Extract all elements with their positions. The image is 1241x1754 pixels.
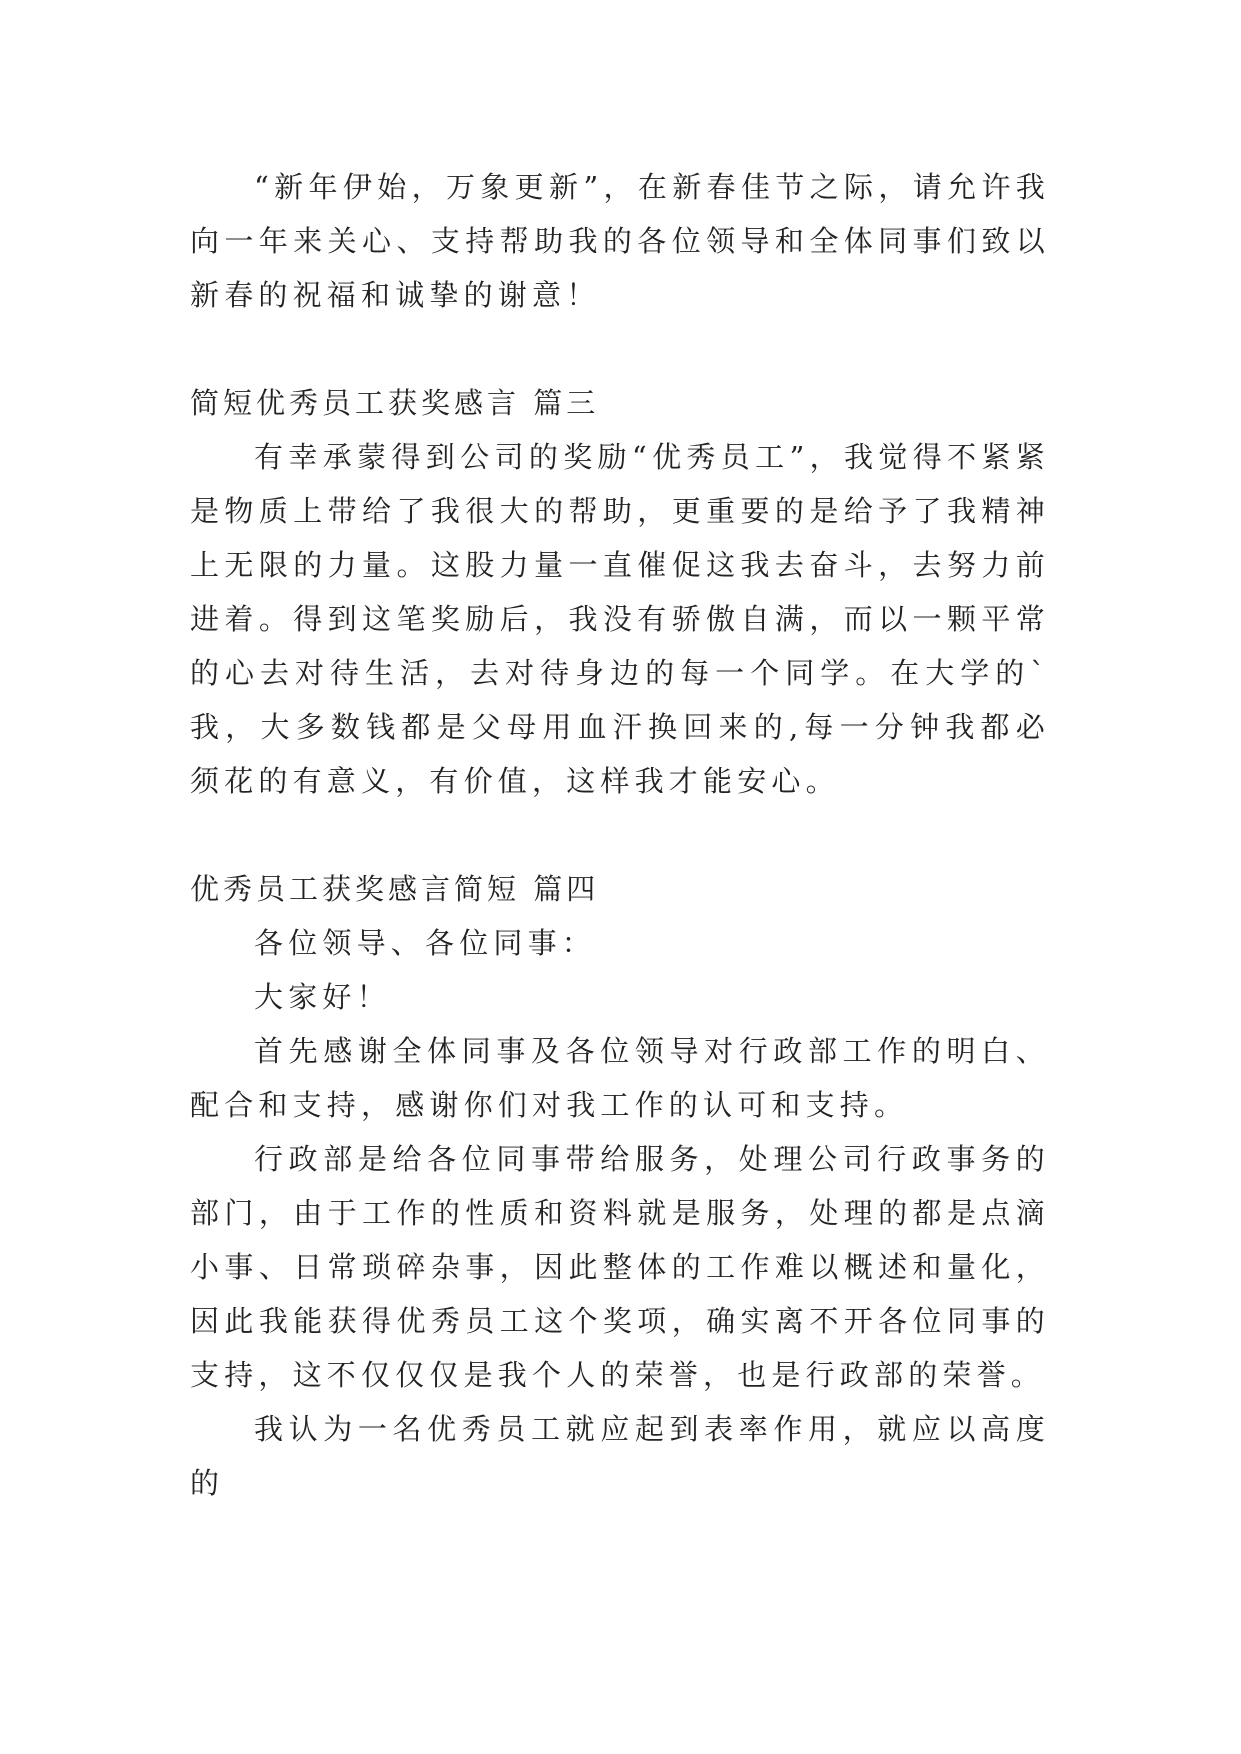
paragraph-new-year-greeting: “新年伊始，万象更新”，在新春佳节之际，请允许我向一年来关心、支持帮助我的各位领导和全体同事们致以新春的祝福和诚挚的谢意！ [190,170,1050,312]
section-heading-part-three: 简短优秀员工获奖感言 篇三 [190,386,600,420]
section-gap [190,808,1050,862]
paragraph-admin-department: 行政部是给各位同事带给服务，处理公司行政事务的部门，由于工作的性质和资料就是服务，处理的都是点滴小事、日常琐碎杂事，因此整体的工作难以概述和量化，因此我能获得优秀员工这个奖项，确实离不开各位同事的支持，这不仅仅仅是我个人的荣誉，也是行政部的荣誉。 [190,1142,1050,1392]
document-body [190,160,1050,1510]
paragraph-greeting: 大家好！ [254,980,391,1014]
section-heading-part-four: 优秀员工获奖感言简短 篇四 [190,872,600,906]
paragraph-thanks: 首先感谢全体同事及各位领导对行政部工作的明白、配合和支持，感谢你们对我工作的认可和支持。 [190,1034,1050,1122]
paragraph-award-speech-three: 有幸承蒙得到公司的奖励“优秀员工”，我觉得不紧紧是物质上带给了我很大的帮助，更重要的是给予了我精神上无限的力量。这股力量一直催促这我去奋斗，去努力前进着。得到这笔奖励后，我没有骄傲自满，而以一颗平常的心去对待生活，去对待身边的每一个同学。在大学的`我，大多数钱都是父母用血汗换回来的,每一分钟我都必须花的有意义，有价值，这样我才能安心。 [190,440,1050,798]
section-gap [190,322,1050,376]
paragraph-role-model: 我认为一名优秀员工就应起到表率作用，就应以高度的 [190,1412,1050,1500]
paragraph-salutation: 各位领导、各位同事： [254,926,597,960]
